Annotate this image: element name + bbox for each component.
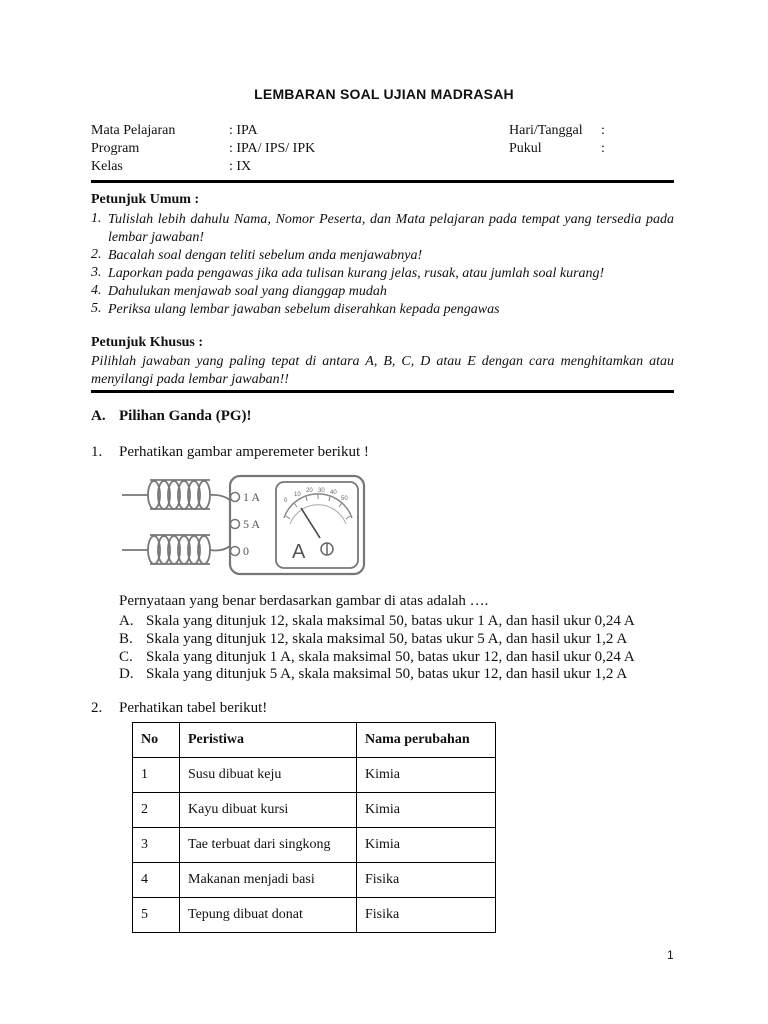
field-label-hari-tanggal: Hari/Tanggal (509, 123, 583, 138)
scale-label: 40 (330, 490, 337, 496)
table-cell: 2 (133, 793, 180, 828)
table-cell: Kayu dibuat kursi (180, 793, 357, 828)
petunjuk-umum-number: 1. (91, 211, 102, 226)
option-text: Skala yang ditunjuk 12, skala maksimal 50, batas ukur 5 A, dan hasil ukur 1,2 A (146, 631, 628, 647)
table-cell: Tae terbuat dari singkong (180, 828, 357, 863)
petunjuk-umum-number: 3. (91, 265, 102, 280)
table-cell: 4 (133, 863, 180, 898)
terminal-label-1a: 1 A (243, 490, 261, 504)
petunjuk-umum-item: Dahulukan menjawab soal yang dianggap mudah (108, 284, 387, 299)
terminal-5a (231, 520, 240, 529)
option-letter: B. (119, 631, 133, 647)
question-prompt: Perhatikan tabel berikut! (119, 700, 268, 716)
table-cell: Kimia (357, 793, 496, 828)
scale-label: 50 (341, 496, 348, 502)
table-cell: Susu dibuat keju (180, 758, 357, 793)
option-letter: A. (119, 613, 134, 629)
section-title: Pilihan Ganda (PG)! (119, 408, 252, 424)
field-value-hari-tanggal: : (601, 123, 605, 138)
terminal-1a (231, 493, 240, 502)
petunjuk-umum-item: Bacalah soal dengan teliti sebelum anda menjawabnya! (108, 248, 423, 263)
petunjuk-umum-item: Periksa ulang lembar jawaban sebelum diserahkan kepada pengawas (108, 302, 500, 317)
section-letter: A. (91, 408, 106, 424)
upper-coil (122, 480, 240, 509)
scale-label: 20 (306, 488, 313, 494)
table-cell: 1 (133, 758, 180, 793)
petunjuk-umum-number: 5. (91, 301, 102, 316)
column-header: Peristiwa (180, 723, 357, 758)
column-header: Nama perubahan (357, 723, 496, 758)
option-text: Skala yang ditunjuk 5 A, skala maksimal 50, batas ukur 12, dan hasil ukur 1,2 A (146, 666, 628, 682)
petunjuk-umum-number: 4. (91, 283, 102, 298)
table-cell: Tepung dibuat donat (180, 898, 357, 933)
field-value-pukul: : (601, 141, 605, 156)
table-cell: Kimia (357, 828, 496, 863)
field-value-program: : IPA/ IPS/ IPK (229, 141, 316, 156)
table-row (133, 758, 496, 793)
question-number: 1. (91, 444, 103, 460)
divider-rule (91, 390, 674, 393)
table-cell: 3 (133, 828, 180, 863)
option-text: Skala yang ditunjuk 1 A, skala maksimal 50, batas ukur 12, dan hasil ukur 0,24 A (146, 649, 635, 665)
petunjuk-khusus-text: Pilihlah jawaban yang paling tepat di antara A, B, C, D atau E dengan cara menghitamkan atau menyilangi pada lembar jawaban!! (91, 354, 674, 387)
option-letter: D. (119, 666, 134, 682)
option-letter: C. (119, 649, 133, 665)
ammeter-figure (118, 472, 368, 578)
table-cell: Makanan menjadi basi (180, 863, 357, 898)
terminal-label-5a: 5 A (243, 517, 261, 531)
table-cell: Kimia (357, 758, 496, 793)
field-label-pukul: Pukul (509, 141, 542, 156)
question-statement: Pernyataan yang benar berdasarkan gambar di atas adalah …. (119, 593, 489, 609)
meter-dial (276, 482, 358, 568)
question-prompt: Perhatikan gambar amperemeter berikut ! (119, 444, 369, 460)
petunjuk-umum-item: Laporkan pada pengawas jika ada tulisan kurang jelas, rusak, atau jumlah soal kurang! (108, 266, 605, 281)
page-number: 1 (667, 948, 674, 962)
page-title: LEMBARAN SOAL UJIAN MADRASAH (254, 86, 514, 102)
table-cell: 5 (133, 898, 180, 933)
scale-label: 0 (284, 498, 288, 504)
field-value-mata-pelajaran: : IPA (229, 123, 258, 138)
field-label-kelas: Kelas (91, 159, 123, 174)
lower-coil (122, 535, 240, 564)
scale-label: 10 (294, 492, 301, 498)
petunjuk-umum-item: Tulislah lebih dahulu Nama, Nomor Peserta, dan Mata pelajaran pada tempat yang tersedia pada lembar jawaban! (108, 212, 674, 245)
table-row (133, 898, 496, 933)
question-number: 2. (91, 700, 103, 716)
option-text: Skala yang ditunjuk 12, skala maksimal 50, batas ukur 1 A, dan hasil ukur 0,24 A (146, 613, 635, 629)
table-cell: Fisika (357, 863, 496, 898)
table-row (133, 828, 496, 863)
column-header: No (133, 723, 180, 758)
terminal-0 (231, 547, 240, 556)
divider-rule (91, 180, 674, 183)
field-label-mata-pelajaran: Mata Pelajaran (91, 123, 176, 138)
table-cell: Fisika (357, 898, 496, 933)
table-header-row (133, 723, 496, 758)
table-row (133, 863, 496, 898)
scale-label: 30 (318, 488, 325, 494)
field-value-kelas: : IX (229, 159, 252, 174)
field-label-program: Program (91, 141, 140, 156)
terminal-label-0: 0 (243, 544, 249, 558)
petunjuk-umum-heading: Petunjuk Umum : (91, 192, 200, 207)
table-row (133, 793, 496, 828)
petunjuk-khusus-heading: Petunjuk Khusus : (91, 335, 204, 350)
perubahan-table (132, 722, 496, 933)
meter-symbol: A (292, 541, 306, 563)
petunjuk-umum-number: 2. (91, 247, 102, 262)
